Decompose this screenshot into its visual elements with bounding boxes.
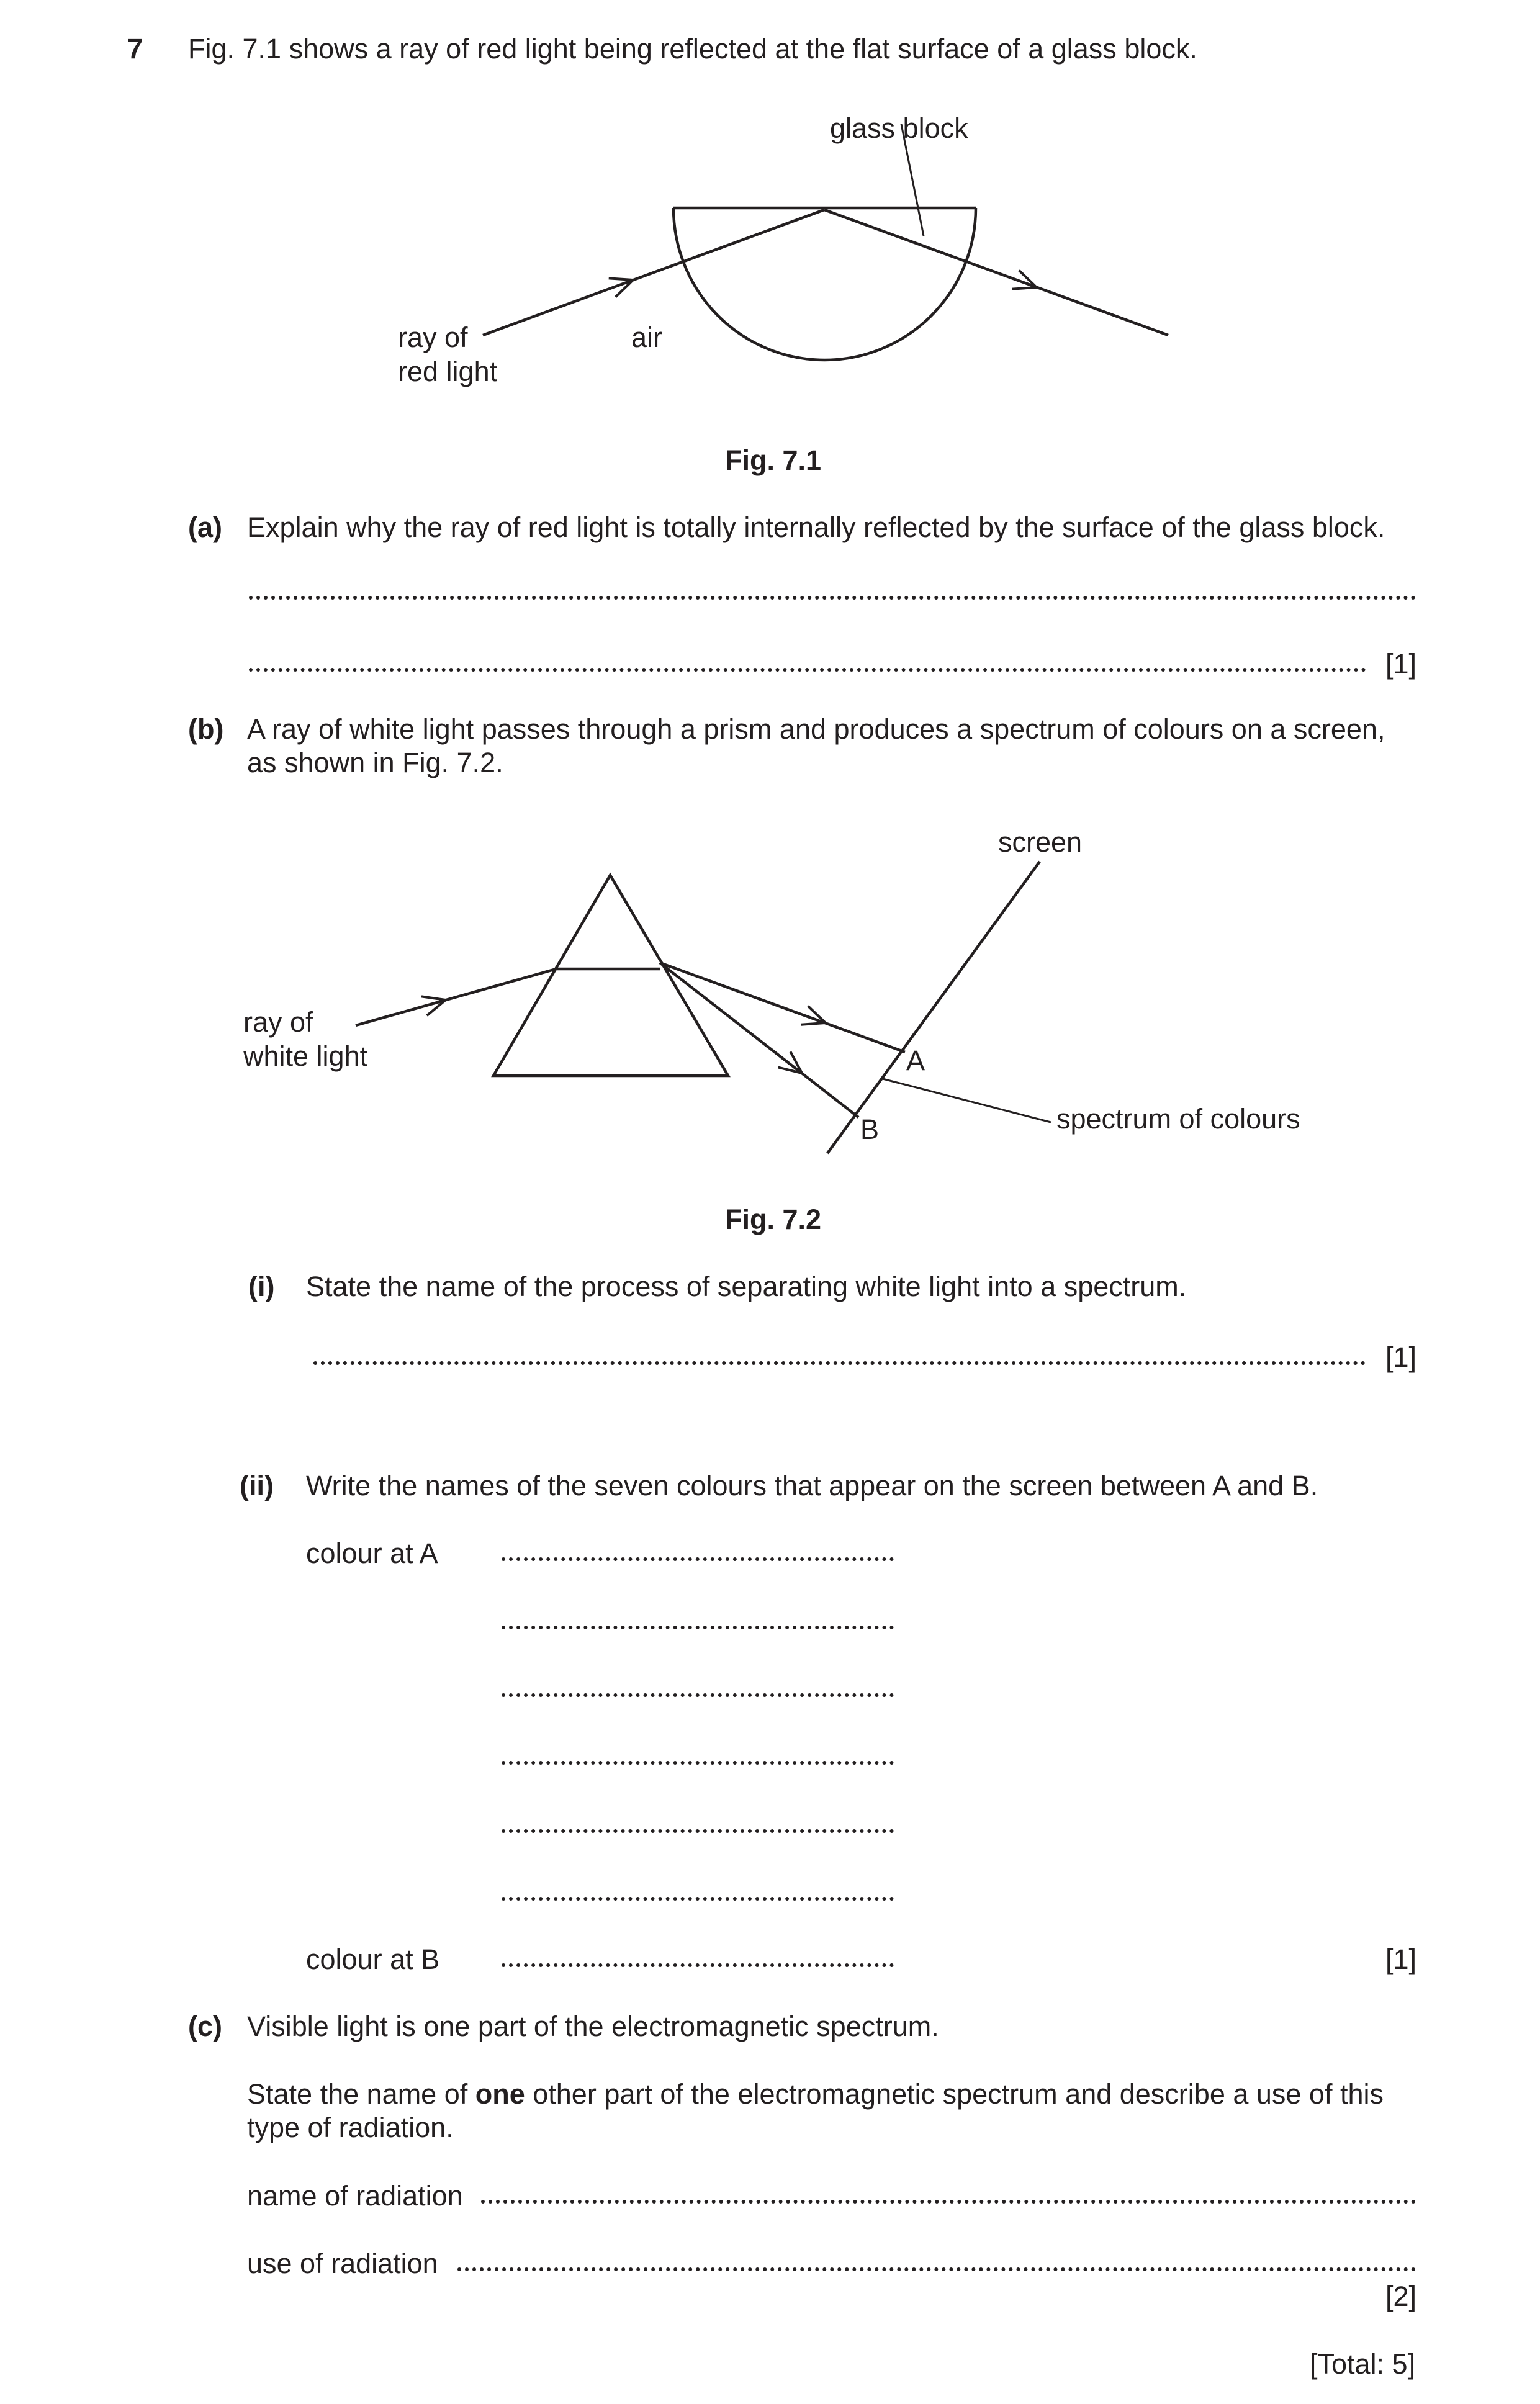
- use-of-radiation-answer-line: [457, 2267, 1416, 2271]
- colour-answer-line-6: [502, 1897, 894, 1901]
- part-b-i-question: State the name of the process of separating white light into a spectrum.: [306, 1271, 1187, 1302]
- spectrum-label: spectrum of colours: [1056, 1103, 1300, 1135]
- fig-7-2-caption: Fig. 7.2: [725, 1204, 822, 1235]
- point-B-label: B: [860, 1114, 880, 1145]
- colour-answer-line-7: [502, 1963, 894, 1967]
- colour-answer-line-1: [502, 1557, 894, 1561]
- part-c-instruction-line1: State the name of one other part of the electromagnetic spectrum and describe a use of this: [247, 2078, 1384, 2110]
- screen-label: screen: [998, 826, 1083, 858]
- part-b-text-line1: A ray of white light passes through a prism and produces a spectrum of colours on a screen,: [247, 713, 1385, 745]
- part-a-marks: [1]: [1385, 648, 1417, 680]
- part-a-label: (a): [188, 511, 222, 543]
- part-b-ii-marks: [1]: [1385, 1943, 1417, 1975]
- fig-7-1-caption: Fig. 7.1: [725, 444, 822, 476]
- incident-ray: [483, 210, 824, 335]
- part-b-text-line2: as shown in Fig. 7.2.: [247, 747, 503, 778]
- spectrum-pointer: [883, 1079, 1051, 1122]
- use-of-radiation-label: use of radiation: [247, 2248, 438, 2279]
- figure-7-2-diagram: [356, 862, 1040, 1153]
- part-a-question: Explain why the ray of red light is totally internally reflected by the surface of the glass block.: [247, 511, 1385, 543]
- part-b-i-answer-line: [313, 1361, 1366, 1365]
- part-b-label: (b): [188, 713, 224, 745]
- ray-to-B: [660, 963, 858, 1117]
- white-ray-label-line1: ray of: [243, 1006, 313, 1038]
- colour-at-a-label: colour at A: [306, 1537, 438, 1569]
- glass-block-label: glass block: [830, 112, 968, 144]
- name-of-radiation-label: name of radiation: [247, 2180, 463, 2212]
- white-ray-label-line2: white light: [243, 1040, 368, 1072]
- part-c-instruction-line2: type of radiation.: [247, 2112, 454, 2143]
- reflected-ray: [824, 210, 1168, 335]
- air-label: air: [631, 322, 663, 353]
- part-b-i-label: (i): [248, 1271, 275, 1302]
- question-intro: Fig. 7.1 shows a ray of red light being reflected at the flat surface of a glass block.: [188, 33, 1197, 65]
- part-a-answer-line-2: [249, 668, 1366, 672]
- colour-answer-line-2: [502, 1626, 894, 1629]
- colour-answer-line-3: [502, 1693, 894, 1697]
- part-b-ii-question: Write the names of the seven colours that appear on the screen between A and B.: [306, 1470, 1318, 1501]
- question-number: 7: [127, 33, 143, 65]
- ray-to-A: [660, 963, 905, 1052]
- point-A-label: A: [906, 1045, 925, 1076]
- part-c-text: Visible light is one part of the electromagnetic spectrum.: [247, 2010, 939, 2042]
- emphasis-one: one: [475, 2078, 525, 2110]
- part-c-label: (c): [188, 2010, 222, 2042]
- part-b-ii-label: (ii): [240, 1470, 274, 1501]
- part-b-i-marks: [1]: [1385, 1341, 1417, 1373]
- screen-line: [827, 862, 1040, 1153]
- colour-at-b-label: colour at B: [306, 1943, 440, 1975]
- ray-label-line2: red light: [398, 356, 498, 387]
- colour-answer-line-4: [502, 1761, 894, 1765]
- part-a-answer-line-1: [249, 596, 1416, 600]
- name-of-radiation-answer-line: [481, 2200, 1416, 2204]
- ray-label-line1: ray of: [398, 322, 468, 353]
- colour-answer-line-5: [502, 1829, 894, 1833]
- total-marks: [Total: 5]: [1310, 2348, 1416, 2380]
- glass-block-shape: [673, 208, 976, 360]
- part-c-marks: [2]: [1385, 2280, 1417, 2312]
